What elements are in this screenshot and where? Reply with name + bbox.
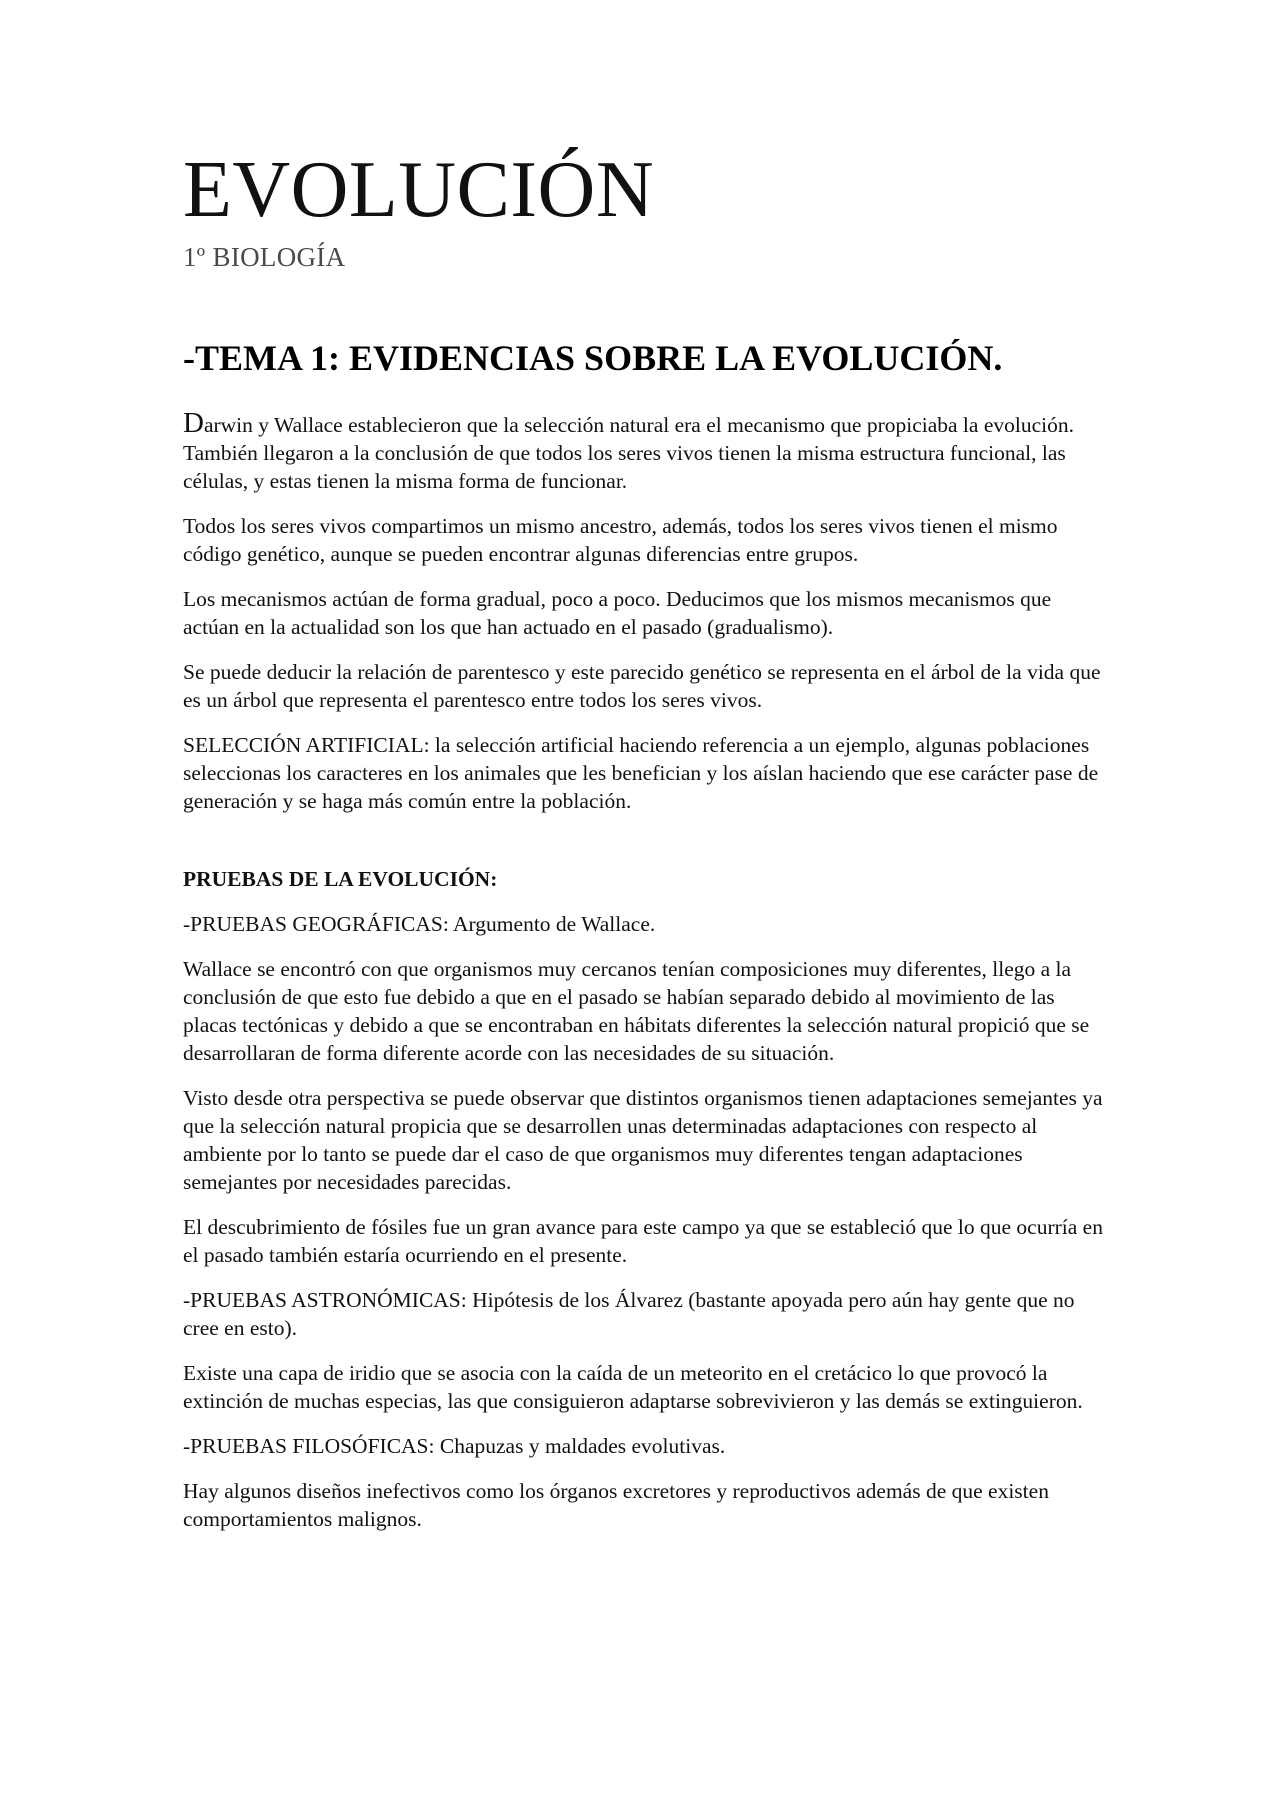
paragraph-iridio: Existe una capa de iridio que se asocia con la caída de un meteorito en el cretácico lo que provocó la extinción de muchas especias, las que consiguieron adaptarse sobrevivieron y las demás se extinguieron.	[183, 1360, 1083, 1413]
document-title: EVOLUCIÓN	[183, 146, 655, 234]
paragraph-tree-of-life: Se puede deducir la relación de parentesco y este parecido genético se representa en el árbol de la vida que es un árbol que representa el parentesco entre todos los seres vivos.	[183, 659, 1101, 712]
paragraph-disenos-inefectivos: Hay algunos diseños inefectivos como los órganos excretores y reproductivos además de que existen comportamientos malignos.	[183, 1478, 1049, 1531]
paragraph-pruebas-filosoficas: -PRUEBAS FILOSÓFICAS: Chapuzas y maldades evolutivas.	[183, 1433, 726, 1458]
intro-text: arwin y Wallace establecieron que la selección natural era el mecanismo que propiciaba la evolución. También llegaron a la conclusión de que todos los seres vivos tienen la misma estructura funcional, las células, y estas tienen la misma forma de funcionar.	[183, 412, 1074, 493]
section-heading: -TEMA 1: EVIDENCIAS SOBRE LA EVOLUCIÓN.	[183, 338, 1003, 378]
paragraph-pruebas-geograficas: -PRUEBAS GEOGRÁFICAS: Argumento de Wallace.	[183, 911, 656, 936]
paragraph-artificial-selection: SELECCIÓN ARTIFICIAL: la selección artificial haciendo referencia a un ejemplo, algunas poblaciones seleccionas los caracteres en los animales que les benefician y los aíslan haciendo que ese carácter pase de generación y se haga más común entre la población.	[183, 732, 1099, 813]
intro-first-letter: D	[183, 406, 204, 439]
paragraph-wallace: Wallace se encontró con que organismos muy cercanos tenían composiciones muy diferentes, llego a la conclusión de que esto fue debido a que en el pasado se habían separado debido al movimiento de las placas tectónicas y debido a que se encontraban en hábitats diferentes la selección natural propició que se desarrollaran de forma diferente acorde con las necesidades de su situación.	[183, 956, 1090, 1065]
paragraph-gradualism: Los mecanismos actúan de forma gradual, poco a poco. Deducimos que los mismos mecanismos que actúan en la actualidad son los que han actuado en el pasado (gradualismo).	[183, 586, 1052, 639]
pruebas-heading: PRUEBAS DE LA EVOLUCIÓN:	[183, 866, 498, 891]
intro-paragraph	[183, 406, 1103, 495]
paragraph-pruebas-astronomicas: -PRUEBAS ASTRONÓMICAS: Hipótesis de los Álvarez (bastante apoyada pero aún hay gente que no cree en esto).	[183, 1287, 1075, 1340]
paragraph-adaptaciones: Visto desde otra perspectiva se puede observar que distintos organismos tienen adaptaciones semejantes ya que la selección natural propicia que se desarrollen unas determinadas adaptaciones con respecto al ambiente por lo tanto se puede dar el caso de que organismos muy diferentes tengan adaptaciones semejantes por necesidades parecidas.	[183, 1085, 1103, 1194]
paragraph-common-ancestor: Todos los seres vivos compartimos un mismo ancestro, además, todos los seres vivos tienen el mismo código genético, aunque se pueden encontrar algunas diferencias entre grupos.	[183, 513, 1058, 566]
paragraph-fosiles: El descubrimiento de fósiles fue un gran avance para este campo ya que se estableció que lo que ocurría en el pasado también estaría ocurriendo en el presente.	[183, 1214, 1103, 1267]
document-subtitle: 1º BIOLOGÍA	[183, 242, 346, 272]
document-page	[183, 146, 1103, 1550]
